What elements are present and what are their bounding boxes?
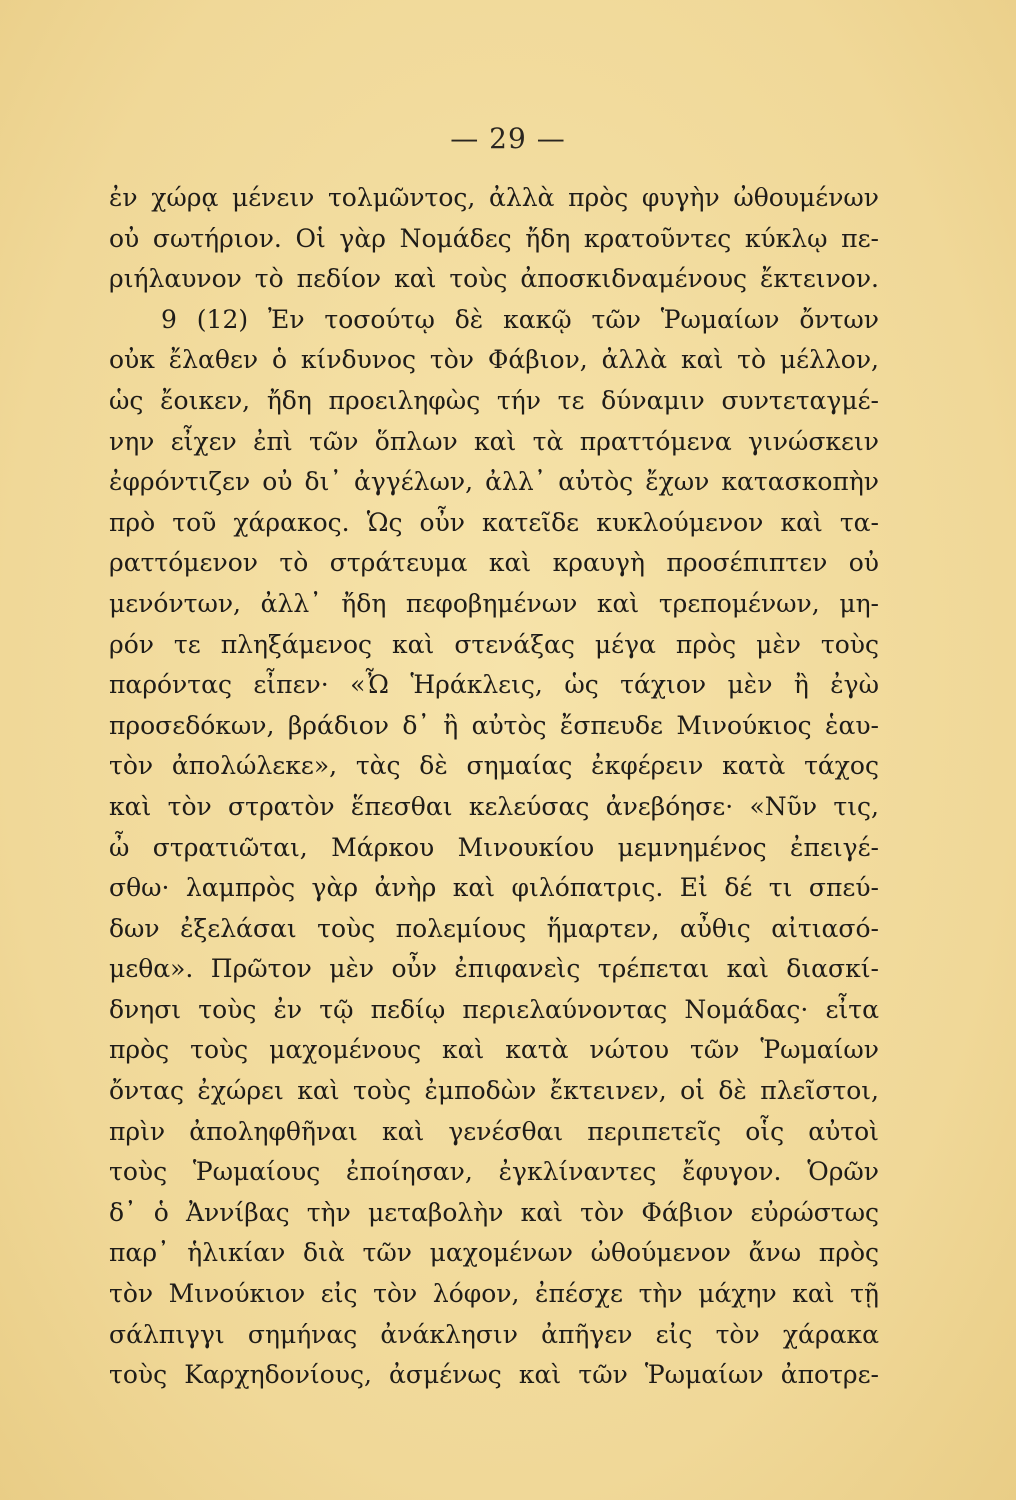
text-line: ἐν χώρᾳ μένειν τολμῶντος, ἀλλὰ πρὸς φυγὴν ὠθουμένων xyxy=(109,183,879,212)
text-line: προσεδόκων, βράδιον δ᾽ ἢ αὐτὸς ἔσπευδε Μινούκιος ἑαυ- xyxy=(109,710,879,740)
text-line: τὸν Μινούκιον εἰς τὸν λόφον, ἐπέσχε τὴν μάχην καὶ τῇ xyxy=(109,1279,879,1309)
text-line: παρόντας εἶπεν· «Ὦ Ἡράκλεις, ὡς τάχιον μὲν ἢ ἐγὼ xyxy=(109,670,879,700)
text-line: ραττόμενον τὸ στράτευμα καὶ κραυγὴ προσέπιπτεν οὐ xyxy=(109,548,879,578)
text-line: πρὸς τοὺς μαχομένους καὶ κατὰ νώτου τῶν Ῥωμαίων xyxy=(109,1035,879,1065)
paragraph-start-line: 9 (12) Ἐν τοσούτῳ δὲ κακῷ τῶν Ῥωμαίων ὄντων xyxy=(161,304,879,334)
text-line: ὄντας ἐχώρει καὶ τοὺς ἐμποδὼν ἔκτεινεν, οἱ δὲ πλεῖστοι, xyxy=(109,1076,879,1106)
text-line: τὸν ἀπολώλεκε», τὰς δὲ σημαίας ἐκφέρειν κατὰ τάχος xyxy=(109,751,879,781)
text-line: οὐκ ἔλαθεν ὁ κίνδυνος τὸν Φάβιον, ἀλλὰ καὶ τὸ μέλλον, xyxy=(109,345,879,375)
text-line: νην εἶχεν ἐπὶ τῶν ὅπλων καὶ τὰ πραττόμενα γινώσκειν xyxy=(109,426,879,456)
text-line: σθω· λαμπρὸς γὰρ ἀνὴρ καὶ φιλόπατρις. Εἰ δέ τι σπεύ- xyxy=(109,873,879,903)
text-line: μεθα». Πρῶτον μὲν οὖν ἐπιφανεὶς τρέπεται καὶ διασκί- xyxy=(109,954,879,984)
text-line: δ᾽ ὁ Ἀννίβας τὴν μεταβολὴν καὶ τὸν Φάβιον εὐρώστως xyxy=(109,1197,879,1227)
text-line: οὐ σωτήριον. Οἱ γὰρ Νομάδες ἤδη κρατοῦντες κύκλῳ πε- xyxy=(109,223,879,253)
text-line: ὡς ἔοικεν, ἤδη προειληφὼς τήν τε δύναμιν συντεταγμέ- xyxy=(109,385,879,415)
text-line: δων ἐξελάσαι τοὺς πολεμίους ἥμαρτεν, αὖθις αἰτιασό- xyxy=(109,913,879,943)
text-line: σάλπιγγι σημήνας ἀνάκλησιν ἀπῆγεν εἰς τὸν χάρακα xyxy=(109,1319,879,1349)
text-line: καὶ τὸν στρατὸν ἕπεσθαι κελεύσας ἀνεβόησε· «Νῦν τις, xyxy=(109,791,879,821)
text-line: παρ᾽ ἡλικίαν διὰ τῶν μαχομένων ὠθούμενον ἄνω πρὸς xyxy=(109,1238,879,1268)
body-text xyxy=(109,178,879,1396)
text-line: ἐφρόντιζεν οὐ δι᾽ ἀγγέλων, ἀλλ᾽ αὐτὸς ἔχων κατασκοπὴν xyxy=(109,467,879,497)
text-line: ὦ στρατιῶται, Μάρκου Μινουκίου μεμνημένος ἐπειγέ- xyxy=(109,832,879,862)
text-line: ριήλαυνον τὸ πεδίον καὶ τοὺς ἀποσκιδναμένους ἔκτεινον. xyxy=(109,264,879,294)
text-line: πρὸ τοῦ χάρακος. Ὡς οὖν κατεῖδε κυκλούμενον καὶ τα- xyxy=(109,507,879,537)
page-number: — 29 — xyxy=(450,122,566,155)
text-line: τοὺς Ῥωμαίους ἐποίησαν, ἐγκλίναντες ἔφυγον. Ὁρῶν xyxy=(109,1157,879,1187)
text-line: μενόντων, ἀλλ᾽ ἤδη πεφοβημένων καὶ τρεπομένων, μη- xyxy=(109,588,879,618)
text-line: τοὺς Καρχηδονίους, ἀσμένως καὶ τῶν Ῥωμαίων ἀποτρε- xyxy=(109,1360,879,1390)
text-line: δνησι τοὺς ἐν τῷ πεδίῳ περιελαύνοντας Νομάδας· εἶτα xyxy=(109,994,879,1024)
text-line: ρόν τε πληξάμενος καὶ στενάξας μέγα πρὸς μὲν τοὺς xyxy=(109,629,879,659)
text-line: πρὶν ἀποληφθῆναι καὶ γενέσθαι περιπετεῖς οἷς αὐτοὶ xyxy=(109,1116,879,1146)
